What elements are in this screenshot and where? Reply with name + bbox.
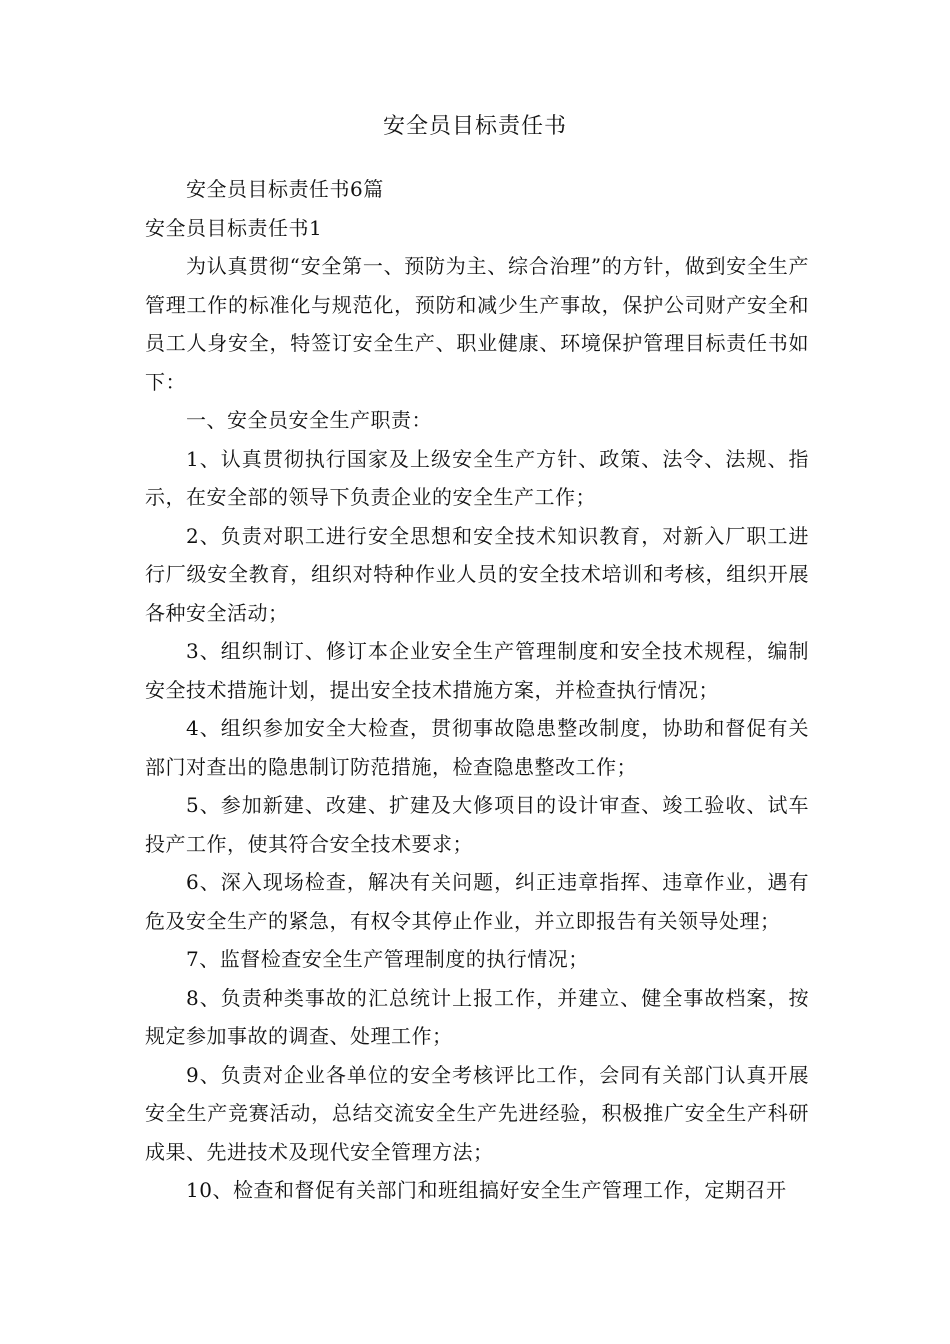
document-body: [145, 170, 809, 1210]
document-subtitle: 安全员目标责任书6篇: [186, 177, 384, 201]
duty-item: 5、参加新建、改建、扩建及大修项目的设计审查、竣工验收、试车投产工作，使其符合安全技术要求；: [145, 793, 809, 856]
section-heading: 安全员目标责任书1: [145, 215, 323, 240]
part-heading: 一、安全员安全生产职责：: [186, 408, 432, 432]
duty-item: 10、检查和督促有关部门和班组搞好安全生产管理工作，定期召开: [186, 1178, 787, 1202]
duty-item: 6、深入现场检查，解决有关问题，纠正违章指挥、违章作业，遇有危及安全生产的紧急，有权令其停止作业，并立即报告有关领导处理；: [145, 870, 809, 933]
duty-item: 7、监督检查安全生产管理制度的执行情况；: [186, 947, 589, 971]
document-title: 安全员目标责任书: [382, 114, 567, 139]
duty-item: 1、认真贯彻执行国家及上级安全生产方针、政策、法令、法规、指示，在安全部的领导下负责企业的安全生产工作；: [145, 446, 809, 509]
duty-item: 8、负责种类事故的汇总统计上报工作，并建立、健全事故档案，按规定参加事故的调查、处理工作；: [145, 985, 809, 1048]
intro-paragraph: 为认真贯彻“安全第一、预防为主、综合治理”的方针，做到安全生产管理工作的标准化与规范化，预防和减少生产事故，保护公司财产安全和员工人身安全，特签订安全生产、职业健康、环境保护管理目标责任书如下：: [145, 254, 809, 394]
duty-item: 4、组织参加安全大检查，贯彻事故隐患整改制度，协助和督促有关部门对查出的隐患制订防范措施，检查隐患整改工作；: [145, 716, 809, 779]
duty-item: 9、负责对企业各单位的安全考核评比工作，会同有关部门认真开展安全生产竞赛活动，总结交流安全生产先进经验，积极推广安全生产科研成果、先进技术及现代安全管理方法；: [145, 1062, 809, 1164]
duty-item: 3、组织制订、修订本企业安全生产管理制度和安全技术规程，编制安全技术措施计划，提出安全技术措施方案，并检查执行情况；: [145, 639, 809, 702]
duty-item: 2、负责对职工进行安全思想和安全技术知识教育，对新入厂职工进行厂级安全教育，组织对特种作业人员的安全技术培训和考核，组织开展各种安全活动；: [145, 523, 809, 625]
